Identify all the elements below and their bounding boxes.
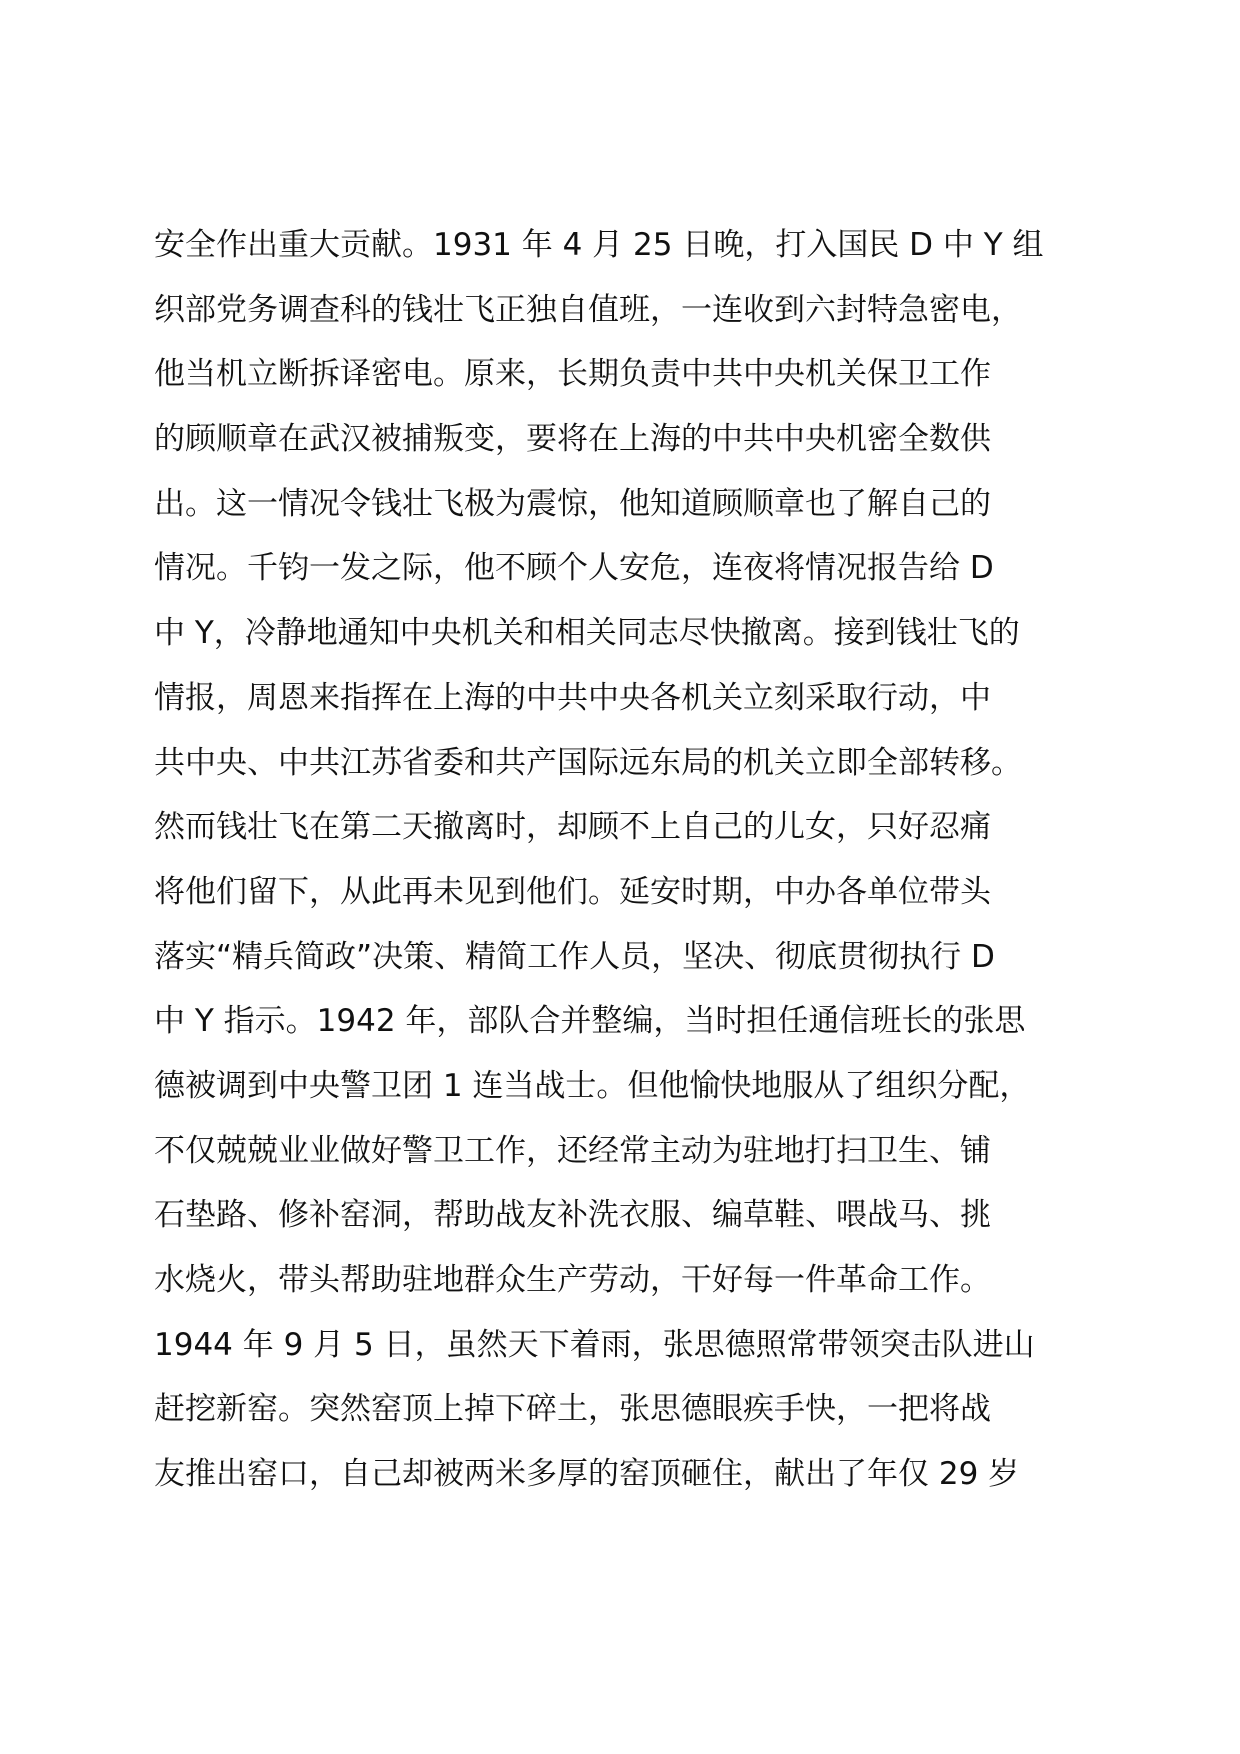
- text-line: 1944 年 9 月 5 日，虽然天下着雨，张思德照常带领突击队进山: [154, 1326, 1035, 1363]
- text-line: 中 Y 指示。1942 年，部队合并整编，当时担任通信班长的张思: [154, 1003, 1026, 1040]
- text-line: 出。这一情况令钱壮飞极为震惊，他知道顾顺章也了解自己的: [154, 485, 991, 522]
- text-line: 他当机立断拆译密电。原来，长期负责中共中央机关保卫工作: [154, 356, 991, 393]
- text-line: 德被调到中央警卫团 1 连当战士。但他愉快地服从了组织分配，: [154, 1067, 1031, 1104]
- text-line: 石垫路、修补窑洞，帮助战友补洗衣服、编草鞋、喂战马、挑: [154, 1197, 991, 1234]
- text-line: 情况。千钧一发之际，他不顾个人安危，连夜将情况报告给 D: [154, 550, 994, 587]
- text-line: 安全作出重大贡献。1931 年 4 月 25 日晚，打入国民 D 中 Y 组: [154, 227, 1044, 263]
- text-line: 将他们留下，从此再未见到他们。延安时期，中办各单位带头: [154, 873, 991, 910]
- text-line: 落实“精兵简政”决策、精简工作人员，坚决、彻底贯彻执行 D: [154, 938, 995, 975]
- text-line: 共中央、中共江苏省委和共产国际远东局的机关立即全部转移。: [154, 744, 1022, 781]
- text-line: 水烧火，带头帮助驻地群众生产劳动，干好每一件革命工作。: [154, 1262, 991, 1298]
- text-line: 织部党务调查科的钱壮飞正独自值班，一连收到六封特急密电，: [154, 291, 1022, 328]
- body-text: [154, 213, 1114, 1507]
- text-line: 中 Y，冷静地通知中央机关和相关同志尽快撤离。接到钱壮飞的: [154, 615, 1020, 652]
- text-line: 的顾顺章在武汉被捕叛变，要将在上海的中共中央机密全数供: [154, 421, 991, 458]
- text-line: 然而钱壮飞在第二天撤离时，却顾不上自己的儿女，只好忍痛: [154, 809, 991, 846]
- text-line: 不仅兢兢业业做好警卫工作，还经常主动为驻地打扫卫生、铺: [154, 1132, 991, 1169]
- text-line: 赶挖新窑。突然窑顶上掉下碎土，张思德眼疾手快，一把将战: [154, 1391, 991, 1428]
- text-line: 情报，周恩来指挥在上海的中共中央各机关立刻采取行动，中: [154, 679, 991, 716]
- text-line: 友推出窑口，自己却被两米多厚的窑顶砸住，献出了年仅 29 岁: [154, 1456, 1020, 1493]
